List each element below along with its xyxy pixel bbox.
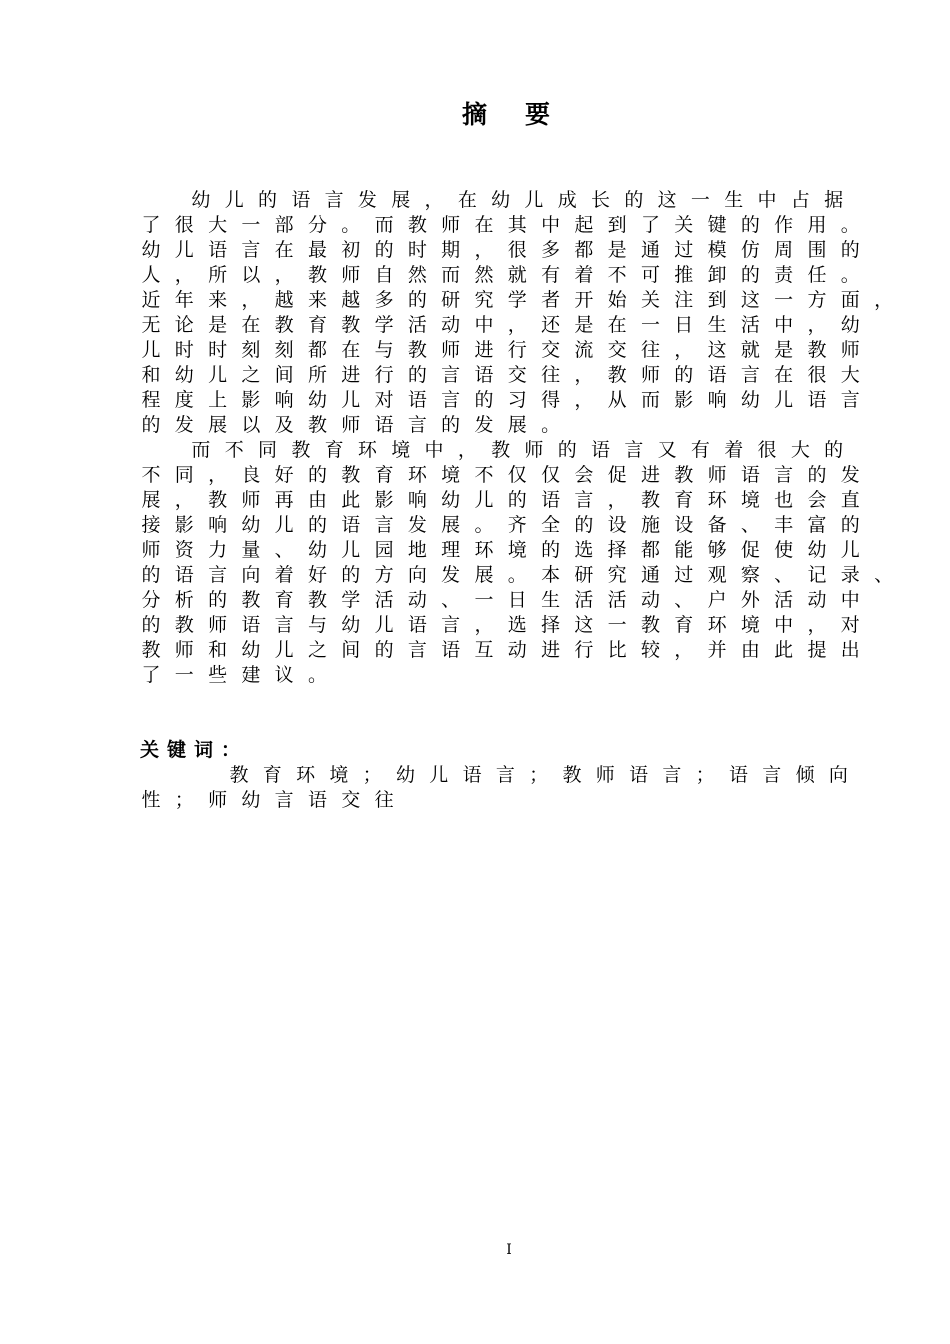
abstract-line: 不 同 ， 良 好 的 教 育 环 境 不 仅 仅 会 促 进 教 师 语 言 的 发 [141,464,860,486]
abstract-line: 师 资 力 量 、 幼 儿 园 地 理 环 境 的 选 择 都 能 够 促 使 幼 儿 [141,539,860,561]
abstract-line: 分 析 的 教 育 教 学 活 动 、 一 日 生 活 活 动 、 户 外 活 动 中 [141,589,860,611]
abstract-line: 程 度 上 影 响 幼 儿 对 语 言 的 习 得 ， 从 而 影 响 幼 儿 语 言 [141,389,860,411]
page-number: I [506,1242,512,1258]
abstract-line: 无 论 是 在 教 育 教 学 活 动 中 ， 还 是 在 一 日 生 活 中 ， 幼 [141,314,860,336]
abstract-line: 而 不 同 教 育 环 境 中 ， 教 师 的 语 言 又 有 着 很 大 的 [191,439,844,461]
abstract-line: 展 ， 教 师 再 由 此 影 响 幼 儿 的 语 言 ， 教 育 环 境 也 会 直 [141,489,860,511]
abstract-line: 人 ， 所 以 ， 教 师 自 然 而 然 就 有 着 不 可 推 卸 的 责 任 。 [141,264,860,286]
keywords-line: 教 育 环 境 ； 幼 儿 语 言 ； 教 师 语 言 ； 语 言 倾 向 [229,764,848,786]
abstract-line: 幼 儿 的 语 言 发 展 ， 在 幼 儿 成 长 的 这 一 生 中 占 据 [191,189,844,211]
abstract-line: 教 师 和 幼 儿 之 间 的 言 语 互 动 进 行 比 较 ， 并 由 此 提 出 [141,639,860,661]
abstract-line: 幼 儿 语 言 在 最 初 的 时 期 ， 很 多 都 是 通 过 模 仿 周 围 的 [141,239,860,261]
abstract-line: 儿 时 时 刻 刻 都 在 与 教 师 进 行 交 流 交 往 ， 这 就 是 教 师 [141,339,860,361]
abstract-line: 和 幼 儿 之 间 所 进 行 的 言 语 交 往 ， 教 师 的 语 言 在 很 大 [141,364,860,386]
abstract-line: 了 一 些 建 议 。 [141,664,327,686]
abstract-line: 了 很 大 一 部 分 。 而 教 师 在 其 中 起 到 了 关 键 的 作 用 。 [141,214,860,236]
abstract-line: 的 教 师 语 言 与 幼 儿 语 言 ， 选 择 这 一 教 育 环 境 中 ， 对 [141,614,860,636]
abstract-line: 接 影 响 幼 儿 的 语 言 发 展 。 齐 全 的 设 施 设 备 、 丰 富 的 [141,514,860,536]
abstract-line: 的 发 展 以 及 教 师 语 言 的 发 展 。 [141,414,561,436]
keywords-label: 关键词： [140,739,249,761]
page-title: 摘要 [461,100,588,129]
abstract-line: 的 语 言 向 着 好 的 方 向 发 展 。 本 研 究 通 过 观 察 、 记 录 、 [141,564,894,586]
keywords-line: 性 ； 师 幼 言 语 交 往 [141,789,394,811]
abstract-line: 近 年 来 ， 越 来 越 多 的 研 究 学 者 开 始 关 注 到 这 一 方 面 ， [141,289,894,311]
